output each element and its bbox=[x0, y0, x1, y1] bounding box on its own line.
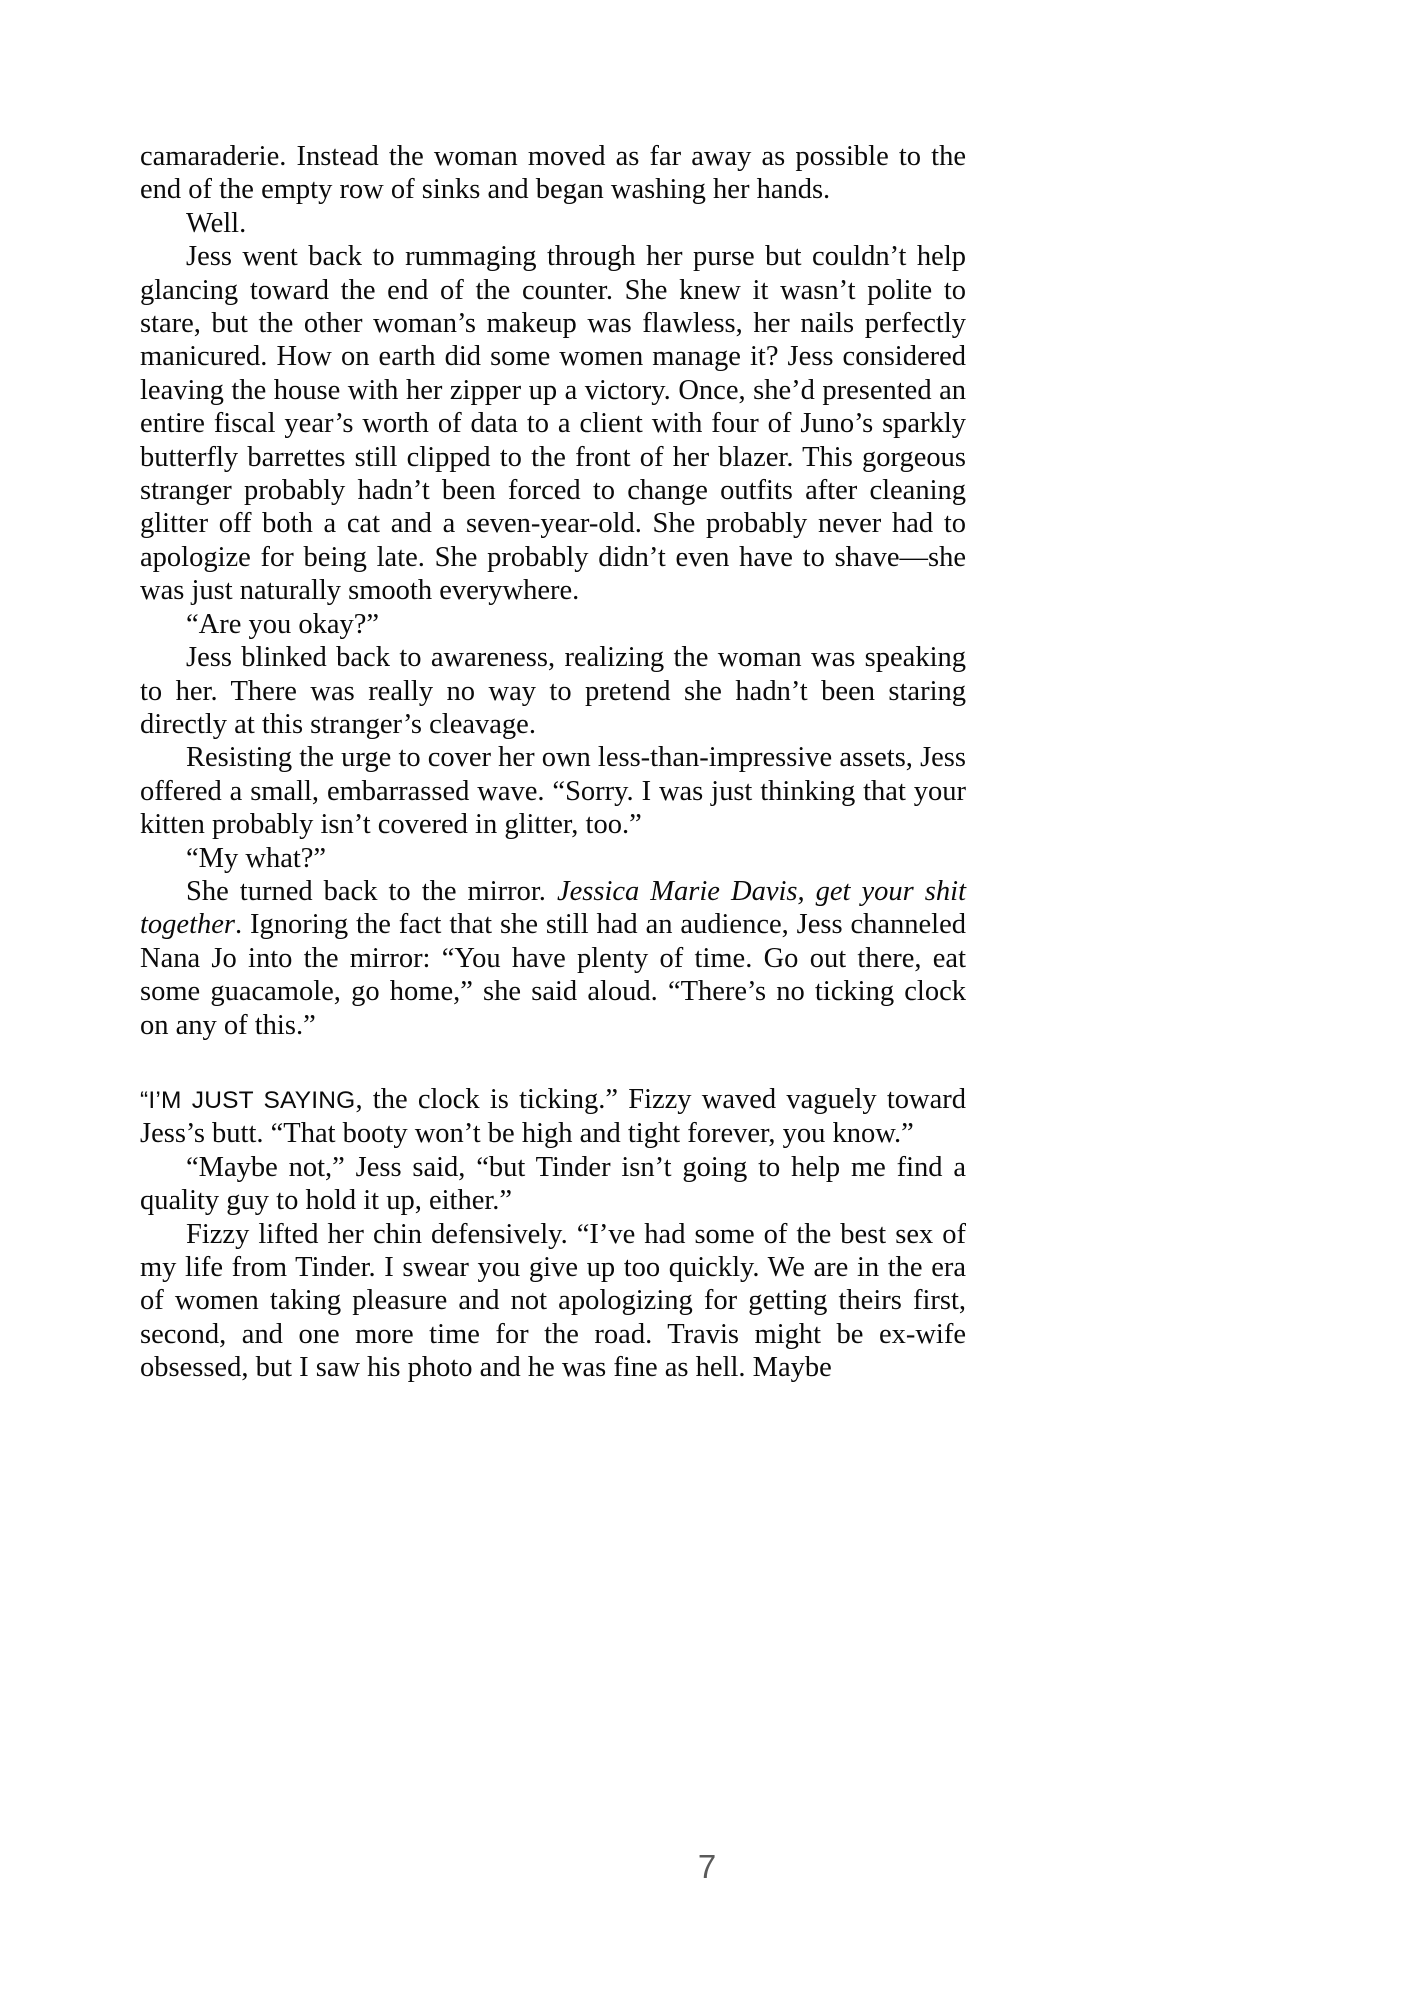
paragraph-dialogue-are-you-okay: “Are you okay?” bbox=[186, 608, 380, 640]
paragraph-fizzy-defensive: Fizzy lifted her chin defensively. “I’ve had some of the best sex of my life from Tinder. I swear you give up too quickly. We are in the era of women taking pleasure and not apologizing for getting theirs first, second, and one more time for the road. Travis might be ex-wife obsessed, but I saw his photo and he was fine as hell. Maybe bbox=[140, 1218, 966, 1384]
paragraph-resisting-urge: Resisting the urge to cover her own less-than-impressive assets, Jess offered a small, embarrassed wave. “Sorry. I was just thinking that your kitten probably isn’t covered in glitter, too.” bbox=[140, 742, 966, 841]
paragraph-rummaging: Jess went back to rummaging through her purse but couldn’t help glancing toward the end of the counter. She knew it wasn’t polite to stare, but the other woman’s makeup was flawless, her nails perfectly manicured. How on earth did some women manage it? Jess considered leaving the house with her zipper up a victory. Once, she’d presented an entire fiscal year’s worth of data to a client with four of Juno’s sparkly butterfly barrettes still clipped to the front of her blazer. This gorgeous stranger probably hadn’t been forced to change outfits after cleaning glitter off both a cat and a seven-year-old. She probably never had to apologize for being late. She probably didn’t even have to shave—she was just naturally smooth everywhere. bbox=[140, 241, 966, 607]
scene-opening-run-after: , the clock is ticking.” Fizzy waved vaguely toward Jess’s butt. “That booty won’t be high and tight forever, you know.” bbox=[140, 1083, 967, 1150]
paragraph-blinked-back: Jess blinked back to awareness, realizing the woman was speaking to her. There was really no way to pretend she hadn’t been staring directly at this stranger’s cleavage. bbox=[140, 642, 966, 740]
scene-break-spacer bbox=[140, 1042, 966, 1083]
mirror-run-before: She turned back to the mirror. bbox=[186, 875, 557, 907]
mirror-run-after: . Ignoring the fact that she still had an audience, Jess channeled Nana Jo into the mirror: “You have plenty of time. Go out there, eat some guacamole, go home,” she said aloud. “There’s no ticking clock on any of this.” bbox=[140, 909, 966, 1041]
mirror-run-italic: Jessica Marie Davis, get your shit together bbox=[140, 875, 966, 941]
paragraph-maybe-not: “Maybe not,” Jess said, “but Tinder isn’t going to help me find a quality guy to hold it up, either.” bbox=[140, 1151, 966, 1217]
paragraph-mirror-italic bbox=[140, 875, 966, 1042]
paragraph-dialogue-my-what: “My what?” bbox=[186, 842, 327, 874]
paragraph-scene-opening bbox=[140, 1083, 966, 1151]
body-text-block bbox=[140, 140, 966, 1385]
paragraph-well: Well. bbox=[186, 207, 247, 239]
page-number: 7 bbox=[697, 1848, 717, 1885]
paragraph-continuation: camaraderie. Instead the woman moved as far away as possible to the end of the empty row of sinks and began washing her hands. bbox=[140, 141, 966, 206]
small-caps-opening-phrase: “I’M JUST SAYING bbox=[140, 1086, 356, 1114]
